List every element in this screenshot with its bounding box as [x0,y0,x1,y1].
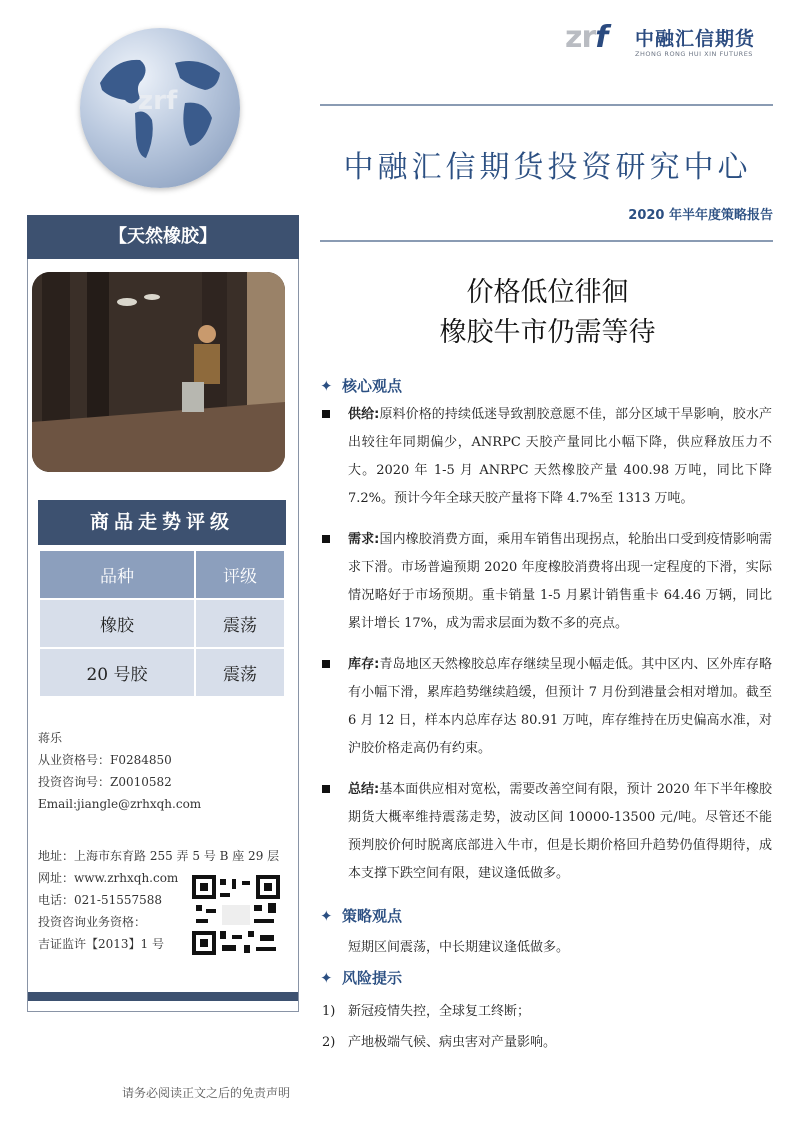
contact-website[interactable]: 网址：www.zrhxqh.com [38,871,179,885]
org-title: 中融汇信期货投资研究中心 [343,150,752,185]
brand-logo [565,18,765,63]
square-bullet-icon [322,410,330,418]
contact-license: 吉证监许【2013】1 号 [38,937,164,951]
sidebar-bottom-bar [28,992,298,1001]
pushpin-icon: ✦ [320,907,333,925]
main-title-line2: 橡胶牛市仍需等待 [439,317,656,348]
table-header-cell: 品种 [40,551,194,598]
section-core: ✦ 核心观点 [320,377,403,395]
item-text: 国内橡胶消费方面，乘用车销售出现拐点，轮胎出口受到疫情影响需求下滑。市场普遍预期 2020 年度橡胶消费将出现一定程度的下滑，实际情况略好于市场预期。重卡销量 1-5 月累计销售重卡 64.46 万辆，同比累计增长 17%，成为需求层面为数不多的亮点。 [348,532,772,631]
strategy-text: 短期区间震荡，中长期建议逢低做多。 [348,940,570,955]
rating-table [38,549,286,698]
footer-disclaimer: 请务必阅读正文之后的免责声明 [122,1086,291,1100]
qr-code-icon [192,875,280,955]
item-text: 基本面供应相对宽松，需要改善空间有限，预计 2020 年下半年橡胶期货大概率维持震荡走势，波动区间 10000-13500 元/吨。尽管还不能预判胶价何时脱离底部进入牛市，但是长期价格回升趋势仍值得期待，成本支撑下跌空间有限，建议逢低做多。 [348,782,772,881]
rubber-tapping-photo [32,272,285,472]
list-item [322,401,772,513]
item-text: 原料价格的持续低迷导致割胶意愿不佳，部分区域干旱影响，胶水产出较往年同期偏少，ANRPC 天胶产量同比小幅下降，供应释放压力不大。2020 年 1-5 月 ANRPC 天然橡胶产量 400.98 万吨，同比下降 7.2%。预计今年全球天胶产量将下降 4.7%至 1313 万吨。 [348,407,772,506]
item-label: 总结: [348,782,380,797]
analyst-advisory-license: 投资咨询号：Z0010582 [38,775,172,789]
risk-item: 1) 新冠疫情失控，全球复工终断； [322,1004,531,1019]
analyst-license: 从业资格号：F0284850 [38,753,172,767]
table-row [40,600,284,647]
table-header-cell: 评级 [196,551,284,598]
table-header-row [40,551,284,598]
square-bullet-icon [322,535,330,543]
rating-header: 商品走势评级 [38,500,286,545]
analyst-name: 蒋乐 [38,731,63,745]
category-header: 【天然橡胶】 [27,215,299,259]
pushpin-icon: ✦ [320,969,333,987]
table-cell: 震荡 [196,600,284,647]
section-strategy: ✦ 策略观点 [320,907,403,925]
brand-name: 中融汇信期货 [635,28,756,50]
square-bullet-icon [322,660,330,668]
analyst-email[interactable]: Email:jiangle@zrhxqh.com [38,797,202,811]
globe-logo [80,28,240,188]
main-title-line1: 价格低位徘徊 [466,277,629,308]
list-item [322,651,772,763]
table-cell: 20 号胶 [40,649,194,696]
brand-mark: zrf [565,20,608,55]
table-cell: 震荡 [196,649,284,696]
table-cell: 橡胶 [40,600,194,647]
contact-qualification: 投资咨询业务资格： [38,915,147,929]
contact-address: 地址：上海市东育路 255 弄 5 号 B 座 29 层 [38,849,280,863]
square-bullet-icon [322,785,330,793]
header-rule [320,104,773,106]
brand-name-en: ZHONG RONG HUI XIN FUTURES [635,50,753,58]
item-label: 需求: [348,532,380,547]
analyst-info [38,727,201,815]
risk-item: 2) 产地极端气候、病虫害对产量影响。 [322,1035,557,1050]
section-risk: ✦ 风险提示 [320,969,403,987]
list-item [322,526,772,638]
item-text: 青岛地区天然橡胶总库存继续呈现小幅走低。其中区内、区外库存略有小幅下滑，累库趋势继续趋缓，但预计 7 月份到港量会相对增加。截至 6 月 12 日，样本内总库存达 80.91 万吨，库存维持在历史偏高水准，对沪胶价格走高仍有约束。 [348,657,772,756]
item-label: 库存: [348,657,380,672]
list-item [322,776,772,888]
title-rule [320,240,773,242]
item-label: 供给: [348,407,380,422]
pushpin-icon: ✦ [320,377,333,395]
table-row [40,649,284,696]
contact-phone: 电话：021-51557588 [38,893,163,907]
report-type: 2020 年半年度策略报告 [628,208,773,223]
globe-logo-text: zrf [138,86,178,116]
